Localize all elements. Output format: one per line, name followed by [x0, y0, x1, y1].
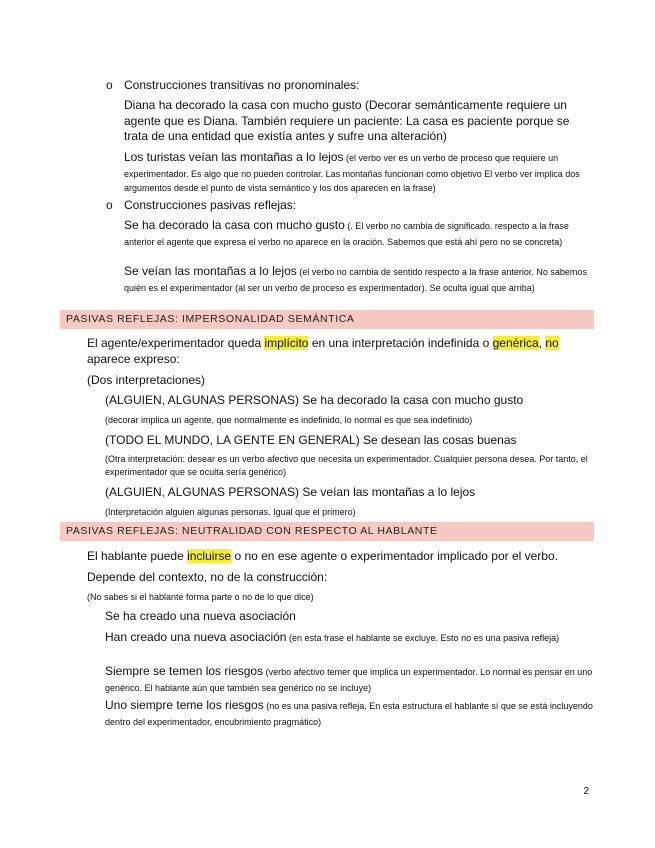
text-run: aparece expreso: — [87, 351, 180, 366]
subheading: (Dos interpretaciones) — [87, 373, 206, 387]
highlighted-term: no — [545, 336, 559, 350]
interpretation-note: (Otra interpretación: desear es un verbo afectivo que necesita un experimentador. Cualquier persona desea. Por tanto, el experimentador que se oculta sería genérico) — [105, 454, 588, 477]
bullet-marker: o — [106, 78, 113, 92]
example-note: (. El verbo no cambia de significado. respecto a la frase anterior el agente que expresa el verbo no aparece en la oración. Sabemos que está ahí pero no se concreta) — [124, 221, 569, 247]
example-paragraph — [124, 218, 594, 248]
text-run: en una interpretación indefinida o — [308, 336, 493, 350]
section-intro — [87, 336, 593, 367]
interpretation-note: (Interpretación alguien algunas personas. Igual que el primero) — [105, 507, 356, 517]
example-sentence: Se ha decorado la casa con mucho gusto — [124, 218, 345, 232]
page-number: 2 — [583, 786, 589, 797]
text-run: , — [538, 336, 546, 350]
example-paragraph — [124, 150, 594, 195]
example-note: (verbo afectivo temer que implica un experimentador. Lo normal es pensar en uno genérico. El hablante aún que también sea genérico no se incluye) — [105, 667, 593, 693]
example-paragraph — [105, 664, 595, 694]
example-sentence: Se veían las montañas a lo lejos — [124, 264, 297, 278]
example-sentence: Uno siempre teme los riesgos — [105, 698, 264, 712]
example-sentence: Los turistas veían las montañas a lo lejos — [124, 150, 344, 164]
example-paragraph — [105, 698, 595, 728]
interpretation-note: (decorar implica un agente, que normalmente es indefinido, lo normal es que sea indefinido) — [105, 415, 473, 425]
text-run: El agente/experimentador queda — [87, 336, 265, 350]
bullet-marker: o — [106, 198, 113, 212]
example-note: (el verbo ver es un verbo de proceso que requiere un experimentador. Es algo que no pueden controlar. Las montañas funcionan como objetivo El verbo ver implica dos argumentos desde el punto de vista semántico y los dos aparecen en la frase) — [124, 153, 580, 193]
section-header: PASIVAS REFLEJAS: IMPERSONALIDAD SEMÁNTICA — [60, 310, 594, 329]
text-run: o no en ese agente o experimentador implicado por el verbo. — [231, 549, 558, 563]
section-header: PASIVAS REFLEJAS: NEUTRALIDAD CON RESPECTO AL HABLANTE — [60, 522, 594, 541]
bullet-title: Construcciones transitivas no pronominales: — [124, 78, 360, 92]
interpretation-example: (ALGUIEN, ALGUNAS PERSONAS) Se ha decorado la casa con mucho gusto — [105, 393, 524, 407]
example-note: (no es una pasiva refleja. En esta estructura el hablante sí que se está incluyendo dentro del experimentador, encubrimiento pragmático) — [105, 701, 593, 727]
text-run: El hablante puede — [87, 549, 188, 563]
example-note: (el verbo no cambia de sentido respecto a la frase anterior. No sabemos quién es el experimentador (al ser un verbo de proceso es experimentador). Se oculta igual que arriba) — [124, 267, 587, 293]
example-note: (en esta frase el hablante se excluye. Esto no es una pasiva refleja) — [286, 633, 560, 643]
highlighted-term: genérica — [492, 336, 539, 350]
bullet-title: Construcciones pasivas reflejas: — [124, 198, 297, 212]
example-sentence: Diana ha decorado la casa con mucho gusto — [124, 98, 362, 112]
example-sentence: Han creado una nueva asociación — [105, 630, 287, 644]
paragraph-note: (No sabes si el hablante forma parte o no de lo que dice) — [87, 592, 314, 602]
highlighted-term: implícito — [264, 336, 309, 350]
paragraph: Depende del contexto, no de la construcción: — [87, 570, 328, 584]
highlighted-term: incluirse — [187, 549, 232, 563]
example-explanation: (Decorar semánticamente requiere un agente que es Diana. También requiere un paciente: La casa es paciente porque se trata de una entidad que existía antes y sufre una alteración) — [124, 98, 570, 143]
example-sentence: Se ha creado una nueva asociación — [105, 609, 296, 623]
section-intro — [87, 549, 593, 565]
interpretation-example: (ALGUIEN, ALGUNAS PERSONAS) Se veían las montañas a lo lejos — [105, 485, 476, 499]
interpretation-example: (TODO EL MUNDO, LA GENTE EN GENERAL) Se desean las cosas buenas — [105, 433, 517, 447]
example-paragraph — [105, 630, 595, 646]
example-paragraph — [124, 98, 594, 145]
example-sentence: Siempre se temen los riesgos — [105, 664, 264, 678]
example-paragraph — [124, 264, 594, 294]
